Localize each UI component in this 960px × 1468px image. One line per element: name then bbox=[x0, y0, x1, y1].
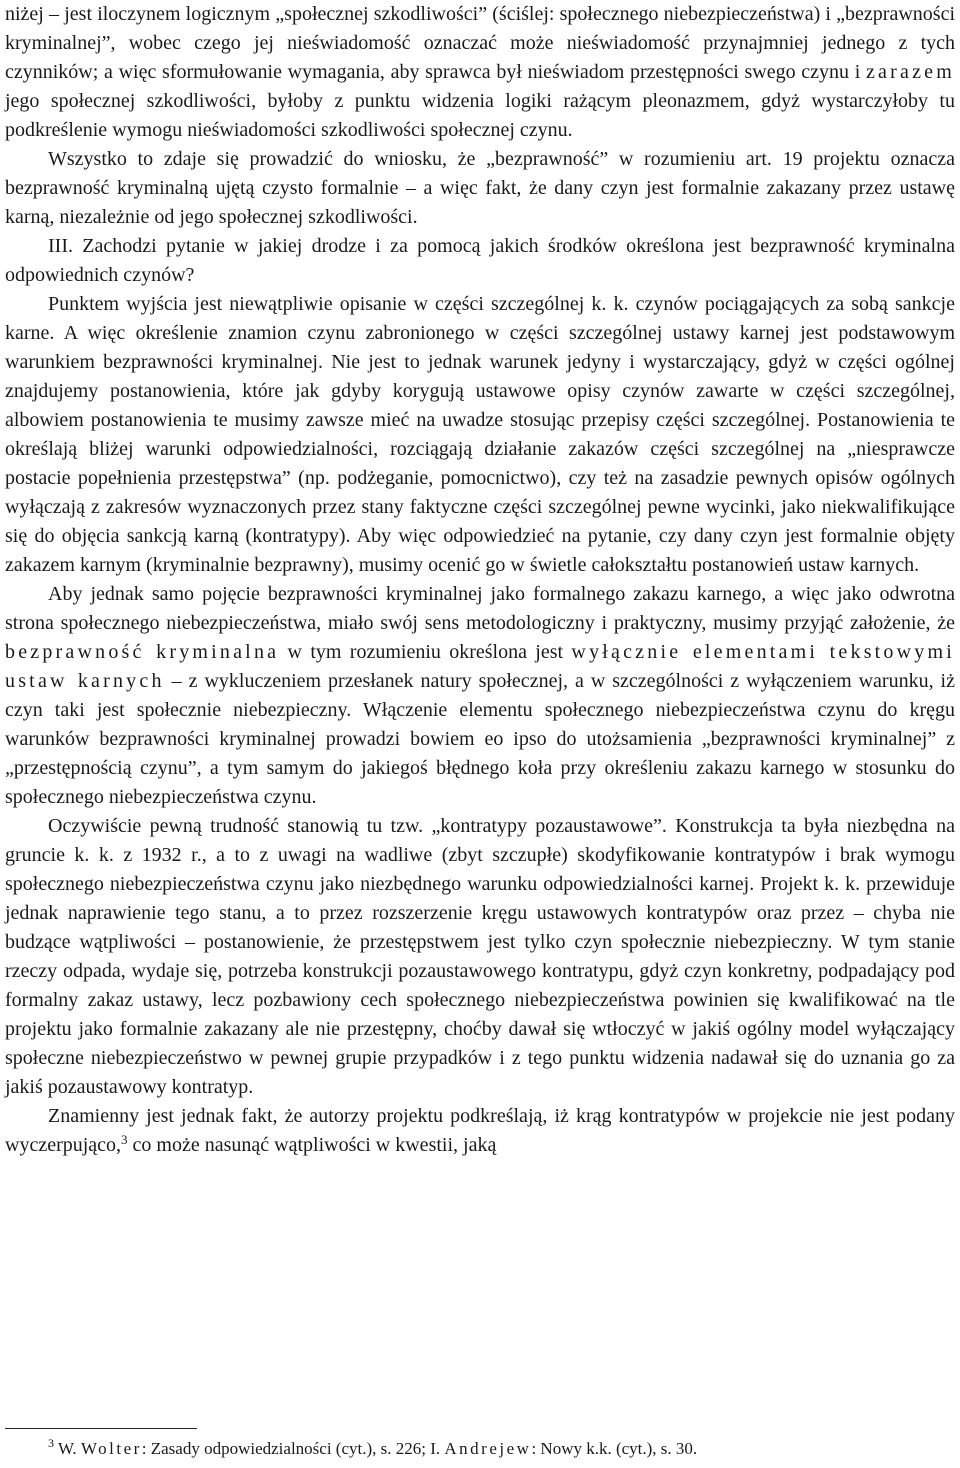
paragraph-4: Punktem wyjścia jest niewątpliwie opisanie w części szczególnej k. k. czynów pociągających za sobą sankcje karne. A więc określenie znamion czynu zabronionego w części szczególnej ustawy karnej jest podstawowym warunkiem bezprawności kryminalnej. Nie jest to jednak warunek jedyny i wystarczający, gdyż w części ogólnej znajdujemy postanowienia, które jak gdyby korygują ustawowe opisy czynów zawarte w części szczególnej, albowiem postanowienia te musimy zawsze mieć na uwadze stosując przepisy części szczególnej. Postanowienia te określają bliżej warunki odpowiedzialności, rozciągają działanie zakazów części szczególnej na „niesprawcze postacie popełnienia przestępstwa” (np. podżeganie, pomocnictwo), czy też na zasadzie pewnych opisów ogólnych wyłączają z zakresów wyznaczonych przez stany faktyczne części szczególnej pewne wycinki, jako niekwalifikujące się do objęcia sankcją karną (kontratypy). Aby więc odpowiedzieć na pytanie, czy dany czyn jest formalnie objęty zakazem karnym (kryminalnie bezprawny), musimy ocenić go w świetle całokształtu postanowień ustaw karnych. bbox=[5, 293, 955, 576]
paragraph-5-text-c: w tym rozumieniu określona jest bbox=[279, 641, 572, 663]
paragraph-5-text-a: Aby jednak samo pojęcie bezprawności kryminalnej jako formalnego zakazu karnego, a więc jako odwrotna strona społecznego niebezpieczeństwa, miało swój sens metodologiczny i praktyczny, musimy przyjąć założenie, że bbox=[5, 583, 955, 634]
footnote-author-wolter: Wolter bbox=[80, 1439, 142, 1458]
paragraph-5 bbox=[5, 580, 955, 812]
paragraph-6: Oczywiście pewną trudność stanowią tu tzw. „kontratypy pozaustawowe”. Konstrukcja ta była niezbędna na gruncie k. k. z 1932 r., a to z uwagi na wadliwe (zbyt szczupłe) skodyfikowanie kontratypów i brak wymogu społecznego niebezpieczeństwa czynu jako niezbędnego warunku odpowiedzialności karnej. Projekt k. k. przewiduje jednak naprawienie tego stanu, a to przez rozszerzenie kręgu ustawowych kontratypów oraz przez – chyba nie budzące wątpliwości – postanowienie, że przestępstwem jest tylko czyn społecznie niebezpieczny. W tym stanie rzeczy odpada, wydaje się, potrzeba konstrukcji pozaustawowego kontratypu, gdyż czyn konkretny, podpadający pod formalny zakaz ustawy, lecz pozbawiony cech społecznego niebezpieczeństwa powinien się kwalifikować na tle projektu jako formalnie zakazany ale nie przestępny, choćby dawał się wtłoczyć w jakiś ogólny model wyłączający społeczne niebezpieczeństwo w pewnej grupie przypadków i z tego punktu widzenia nadawał się do uznania go za jakiś pozaustawowy kontratyp. bbox=[5, 815, 955, 1098]
paragraph-5-text-e: – z wykluczeniem przesłanek natury społecznej, a w szczególności z wyłączeniem warunku, iż czyn taki jest społecznie niebezpieczny. Włączenie elementu społecznego niebezpieczeństwa czynu do kręgu warunków bezprawności kryminalnej prowadzi bowiem eo ipso do utożsamienia „bezprawności kryminalnej” z „przestępnością czynu”, a tym samym do jakiegoś błędnego koła przy określeniu zakazu karnego w stosunku do społecznego niebezpieczeństwa czynu. bbox=[5, 670, 955, 808]
paragraph-2: Wszystko to zdaje się prowadzić do wniosku, że „bezprawność” w rozumieniu art. 19 projektu oznacza bezprawność kryminalną ujętą czysto formalnie – a więc fakt, że dany czyn jest formalnie zakazany przez ustawę karną, niezależnie od jego społecznej szkodliwości. bbox=[5, 148, 955, 228]
paragraph-7 bbox=[5, 1102, 955, 1160]
emphasis-bezprawnosc-kryminalna: bezprawność kryminalna bbox=[5, 641, 280, 663]
paragraph-1-text-c: jego społecznej szkodliwości, byłoby z punktu widzenia logiki rażącym pleonazmem, gdyż wystarczyłoby tu podkreślenie wymogu nieświadomości szkodliwości społecznej czynu. bbox=[5, 90, 955, 141]
document-page bbox=[5, 0, 955, 1160]
paragraph-7-text-a: Znamienny jest jednak fakt, że autorzy projektu podkreślają, iż krąg kontratypów w projekcie nie jest podany wyczerpująco, bbox=[5, 1105, 955, 1156]
emphasis-elementy-tekstowe: wyłącznie elementami tekstowymi ustaw karnych bbox=[5, 641, 955, 692]
paragraph-3-section-heading: III. Zachodzi pytanie w jakiej drodze i za pomocą jakich środków określona jest bezprawność kryminalna odpowiednich czynów? bbox=[5, 235, 955, 286]
body-text bbox=[5, 0, 955, 1160]
footnote-text-a: W. bbox=[54, 1439, 81, 1458]
footnote-marker: 3 bbox=[48, 1436, 54, 1450]
paragraph-1-text-a: niżej – jest iloczynem logicznym „społecznej szkodliwości” (ściślej: społecznego niebezpieczeństwa) i „bezprawności kryminalnej”, wobec czego jej nieświadomość oznaczać może nieświadomość przynajmniej jednego z tych czynników; a więc sformułowanie wymagania, aby sprawca był nieświadom przestępności swego czynu i bbox=[5, 3, 955, 83]
paragraph-7-text-b: co może nasunąć wątpliwości w kwestii, jaką bbox=[127, 1134, 497, 1156]
footnote-text-b: : Zasady odpowiedzialności (cyt.), s. 226; I. bbox=[141, 1439, 445, 1458]
footnote-reference-3[interactable]: 3 bbox=[121, 1132, 128, 1147]
footnote-author-andrejew: Andrejew bbox=[444, 1439, 532, 1458]
footnote-separator bbox=[5, 1428, 197, 1429]
footnote-text-c: : Nowy k.k. (cyt.), s. 30. bbox=[531, 1439, 698, 1458]
paragraph-1 bbox=[5, 0, 955, 145]
footnote-3 bbox=[5, 1438, 955, 1460]
emphasis-zarazem: zarazem bbox=[865, 61, 955, 83]
